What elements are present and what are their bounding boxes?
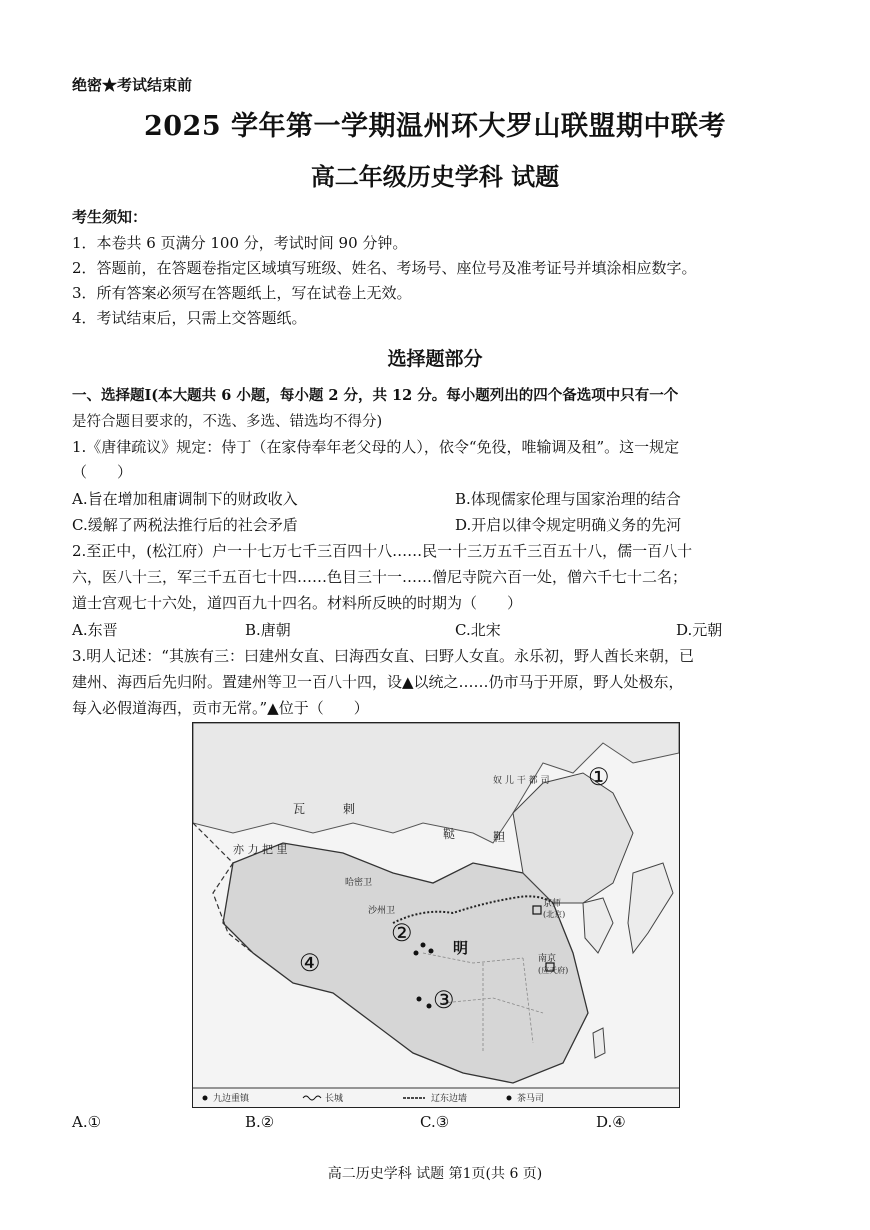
q3-option-a: A.① [72,1113,102,1131]
q2-stem: 六，医八十三，军三千五百七十四……色目三十一……僧尼寺院六百一处，僧六千七十二名； [72,568,688,586]
label-ming: 明 [453,939,469,957]
label-nanjing: 南京 [538,954,557,964]
legend-label: 九边重镇 [213,1094,250,1104]
q1-option-d: D.开启以律令规定明确义务的先河 [455,516,682,534]
q1-stem: （ ） [72,463,133,481]
q1-stem: 1.《唐律疏议》规定：侍丁（在家侍奉年老父母的人），依令“免役，唯输调及租”。这一规定 [72,438,680,456]
tea-horse-dot [417,997,422,1002]
q2-stem: 2.至正中，(松江府）户一十七万七千三百四十八……民一十三万五千三百五十八，儒一百八十 [72,542,693,560]
confidential-mark: 绝密★考试结束前 [72,76,193,94]
q2-option-a: A.东晋 [72,621,118,639]
q1-option-b: B.体现儒家伦理与国家治理的结合 [455,490,681,508]
page-footer: 高二历史学科 试题 第1页(共 6 页) [327,1166,543,1182]
q3-stem: 每入必假道海西，贡市无常。”▲位于（ ） [72,699,369,717]
tea-horse-dot [421,943,426,948]
legend-marker [203,1096,208,1101]
label-beijing: (北京) [543,910,566,919]
tea-horse-dot [427,1004,432,1009]
q2-stem: 道士宫观七十六处，道四百九十四名。材料所反映的时期为（ ） [72,594,523,612]
label-wala: 瓦 [293,802,306,816]
notice-item: 2．答题前，在答题卷指定区域填写班级、姓名、考场号、座位号及准考证号并填涂相应数字。 [72,259,697,277]
notice-item: 3．所有答案必须写在答题纸上，写在试卷上无效。 [72,284,412,302]
exam-title: 2025 学年第一学期温州环大罗山联盟期中联考 [143,111,727,142]
label-la: 剌 [343,802,356,816]
map-svg [193,723,679,1107]
q3-stem: 3.明人记述：“其族有三：曰建州女直、曰海西女直、曰野人女直。永乐初，野人酋长来朝，已 [72,647,694,665]
section-title: 选择题部分 [387,348,483,370]
label-yingtian: (应天府) [538,966,569,975]
legend-label: 辽东边墙 [431,1094,468,1104]
label-jing: 靼 [493,830,506,844]
legend-label: 茶马司 [517,1094,545,1104]
q3-option-c: C.③ [420,1113,450,1131]
q3-stem: 建州、海西后先归附。置建州等卫一百八十四，设▲以统之……仍市马于开原，野人处极东， [72,673,684,691]
notice-heading: 考生须知： [72,208,148,226]
exam-subtitle: 高二年级历史学科 试题 [310,162,560,191]
legend-label: 长城 [325,1094,344,1104]
part-intro: 一、选择题Ⅰ(本大题共 6 小题，每小题 2 分，共 12 分。每小题列出的四个备选项中只有一个 [72,387,679,404]
tea-horse-dot [429,949,434,954]
label-dada: 鞑 [443,827,456,841]
label-nuergan: 奴 儿 干 都 司 [493,776,550,786]
q2-option-c: C.北宋 [455,621,501,639]
label-jingshi: 京师 [543,899,562,909]
label-hami: 哈密卫 [345,878,373,888]
tea-horse-dot [414,951,419,956]
q1-option-a: A.旨在增加租庸调制下的财政收入 [72,490,298,508]
taiwan-island [593,1028,605,1058]
q1-option-c: C.缓解了两税法推行后的社会矛盾 [72,516,298,534]
q3-option-d: D.④ [596,1113,626,1131]
notice-item: 4．考试结束后，只需上交答题纸。 [72,309,307,327]
part-intro: 是符合题目要求的，不选、多选、错选均不得分) [72,414,383,430]
q2-option-d: D.元朝 [676,621,723,639]
marker-3: ③ [433,986,455,1014]
marker-4: ④ [299,949,321,977]
marker-2: ② [391,919,413,947]
ming-map [192,722,680,1108]
label-shazhou: 沙州卫 [368,906,396,916]
q3-option-b: B.② [245,1113,275,1131]
marker-1: ① [588,763,610,791]
q2-option-b: B.唐朝 [245,621,291,639]
label-yilibali: 亦 力 把 里 [233,843,288,856]
notice-item: 1．本卷共 6 页满分 100 分，考试时间 90 分钟。 [72,234,408,252]
legend-marker [507,1096,512,1101]
